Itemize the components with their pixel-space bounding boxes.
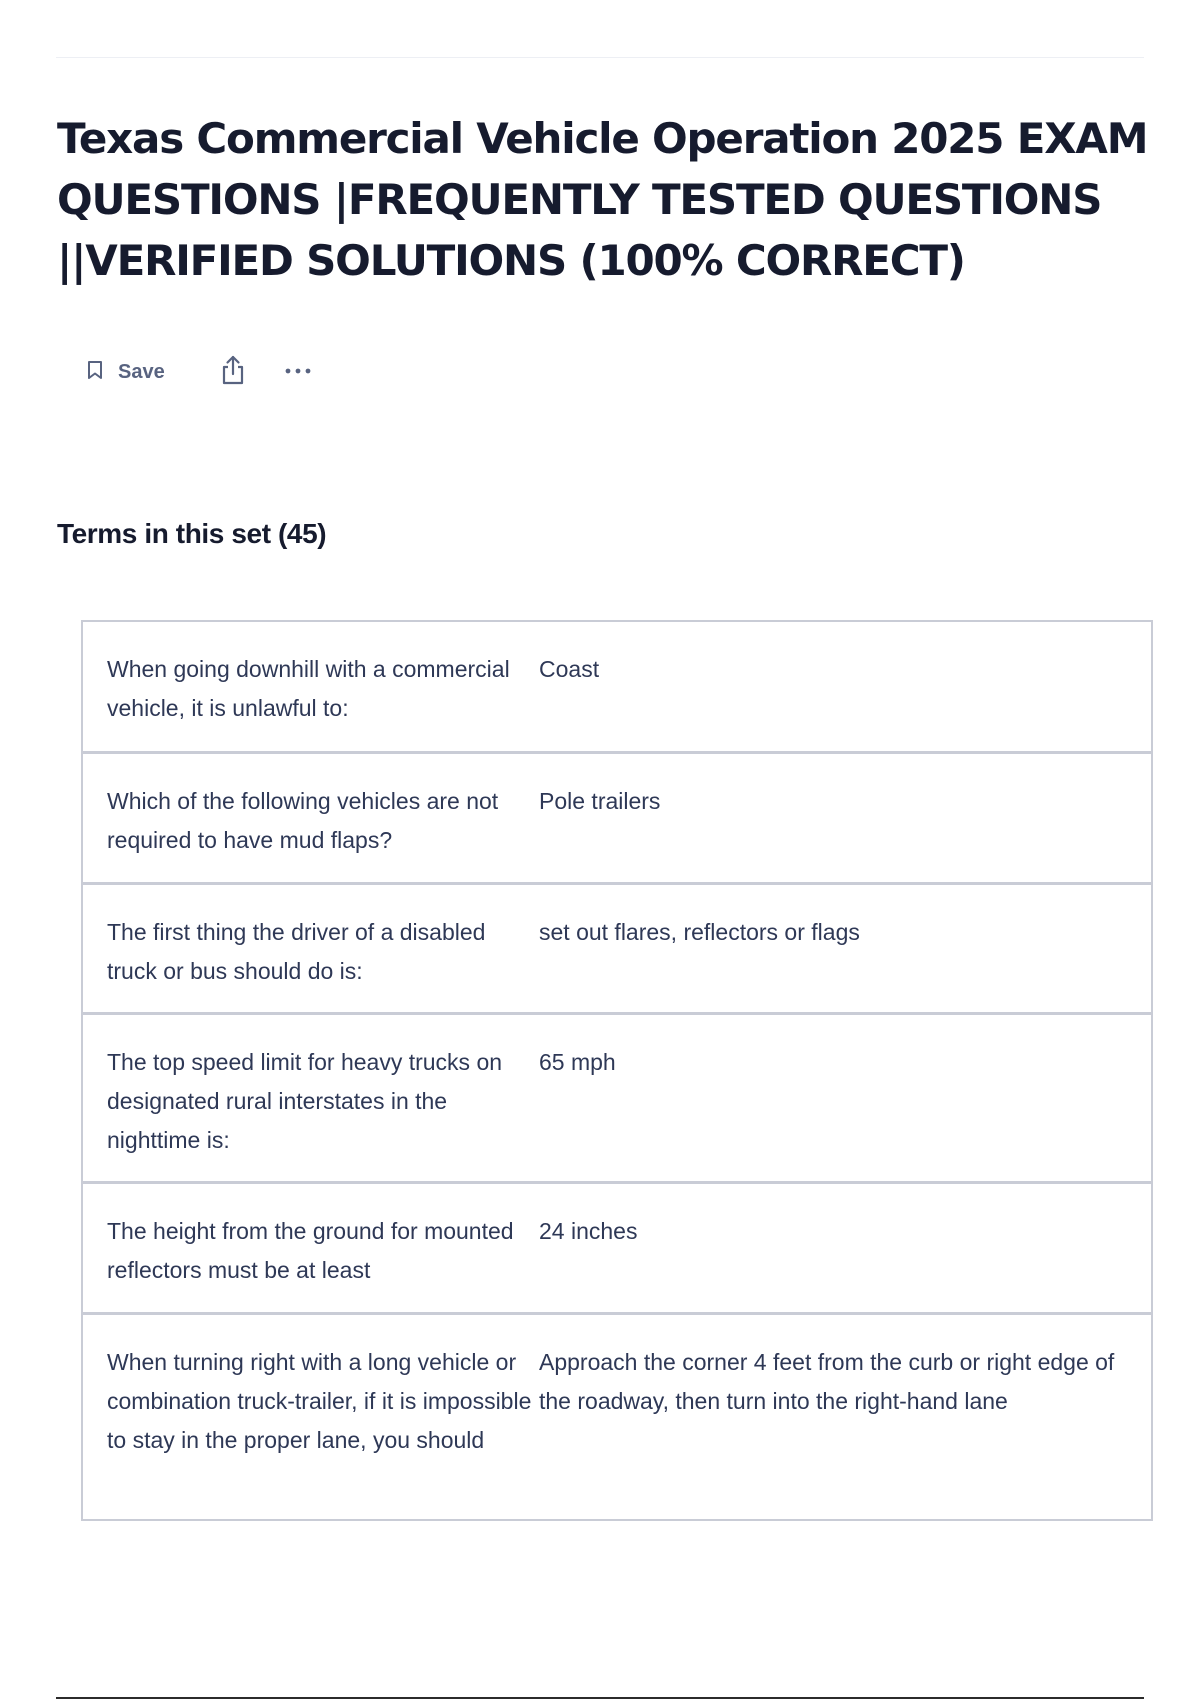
term-answer: Pole trailers [539,788,661,814]
term-question: Which of the following vehicles are not required to have mud flaps? [107,788,499,853]
share-icon [219,354,247,391]
save-button-label: Save [118,360,165,383]
share-button[interactable] [219,354,247,391]
bottom-divider [56,1697,1144,1699]
term-answer: set out flares, reflectors or flags [539,919,860,945]
term-row [83,1181,1151,1312]
term-answer: Coast [539,656,600,682]
term-row [83,882,1151,1012]
page-title: Texas Commercial Vehicle Operation 2025 EXAM QUESTIONS |FREQUENTLY TESTED QUESTIONS ||VERIFIED SOLUTIONS (100% CORRECT) [57,114,1148,285]
terms-heading: Terms in this set (45) [57,518,327,549]
term-row [83,1012,1151,1181]
more-options-button[interactable] [283,363,313,381]
term-question: The height from the ground for mounted reflectors must be at least [107,1218,514,1283]
term-question: The top speed limit for heavy trucks on designated rural interstates in the nighttime is: [107,1049,503,1153]
term-answer: Approach the corner 4 feet from the curb or right edge of the roadway, then turn into the right-hand lane [539,1349,1115,1414]
term-row [83,1312,1151,1519]
term-answer: 24 inches [539,1218,638,1244]
more-options-icon [283,363,313,381]
save-button[interactable] [86,360,165,385]
term-question: The first thing the driver of a disabled truck or bus should do is: [107,919,486,984]
term-row [83,751,1151,882]
bookmark-icon [86,360,104,385]
term-answer: 65 mph [539,1049,616,1075]
terms-list [81,620,1153,1521]
term-row [83,622,1151,751]
term-question: When turning right with a long vehicle or combination truck-trailer, if it is impossible to stay in the proper lane, you should [107,1349,532,1453]
term-question: When going downhill with a commercial vehicle, it is unlawful to: [107,656,510,721]
top-divider [56,57,1144,58]
set-actions-toolbar [86,356,313,388]
